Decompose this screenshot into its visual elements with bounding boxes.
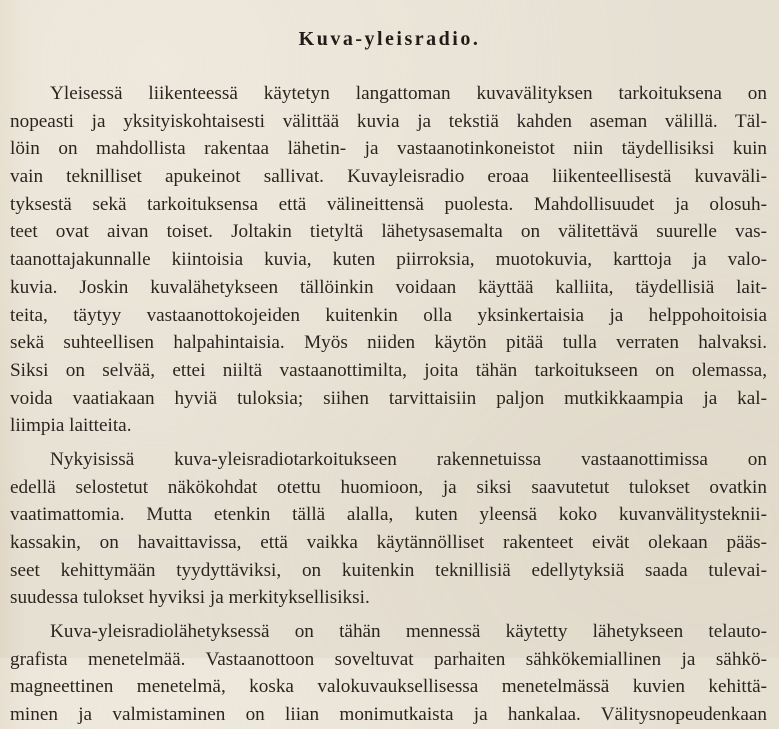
- text-line: Kuva-yleisradiolähetyksessä on tähän mennessä käytetty lähetykseen telauto-: [50, 621, 767, 643]
- text-line: teita, täytyy vastaanottokojeiden kuitenkin olla yksinkertaisia ja helppohoitoisia: [10, 304, 767, 326]
- text-line: Siksi on selvää, ettei niiltä vastaanottimilta, joita tähän tarkoitukseen on olemassa,: [10, 359, 767, 381]
- text-line: magneettinen menetelmä, koska valokuvauksellisessa menetelmässä kuvien kehittä-: [10, 676, 767, 698]
- text-line: minen ja valmistaminen on liian monimutkaista ja hankalaa. Välitysnopeudenkaan: [10, 704, 767, 726]
- text-line: vain teknilliset apukeinot sallivat. Kuvayleisradio eroaa liikenteellisestä kuvaväli-: [10, 166, 767, 188]
- text-line: Nykyisissä kuva-yleisradiotarkoitukseen rakennetuissa vastaanottimissa on: [50, 448, 767, 470]
- text-line: nopeasti ja yksityiskohtaisesti välittää kuvia ja tekstiä kahden aseman välillä. Täl-: [10, 110, 767, 132]
- text-line: taanottajakunnalle kiintoisia kuvia, kuten piirroksia, muotokuvia, karttoja ja valo-: [10, 249, 767, 271]
- text-line: Yleisessä liikenteessä käytetyn langattoman kuvavälityksen tarkoituksena on: [50, 83, 767, 104]
- text-line: liimpia laitteita.: [10, 415, 132, 437]
- text-line: tyksestä sekä tarkoituksensa että välineittensä puolesta. Mahdollisuudet ja olosuh-: [10, 193, 767, 215]
- text-line: teet ovat aivan toiset. Joltakin tietyltä lähetysasemalta on välitettävä suurelle vas-: [10, 221, 767, 243]
- text-line: suudessa tulokset hyviksi ja merkityksellisiksi.: [10, 587, 370, 609]
- text-line: grafista menetelmää. Vastaanottoon soveltuvat parhaiten sähkökemiallinen ja sähkö-: [10, 648, 767, 670]
- text-line: voida vaatiakaan hyviä tuloksia; siihen tarvittaisiin paljon mutkikkaampia ja kal-: [10, 387, 767, 409]
- text-line: kuvia. Joskin kuvalähetykseen tällöinkin voidaan käyttää kalliita, täydellisiä lait-: [10, 276, 767, 298]
- text-line: vaatimattomia. Mutta etenkin tällä alalla, kuten yleensä koko kuvanvälitysteknii-: [10, 504, 767, 526]
- paragraph-2: [10, 446, 767, 612]
- text-line: edellä selostetut näkökohdat otettu huomioon, ja siksi saavutetut tulokset ovatkin: [10, 476, 767, 498]
- paragraph-1: [10, 80, 767, 440]
- text-line: löin on mahdollista rakentaa lähetin- ja vastaanotinkoneistot niin täydellisiksi kuin: [10, 138, 767, 160]
- paragraph-3: [10, 618, 767, 729]
- text-line: seet kehittymään tyydyttäviksi, on kuitenkin teknillisiä edellytyksiä saada tulevai-: [10, 559, 767, 581]
- text-line: kassakin, on havaittavissa, että vaikka käytännölliset rakenteet eivät olekaan pääs-: [10, 532, 767, 553]
- page-title: Kuva-yleisradio.: [298, 28, 481, 50]
- text-line: sekä suhteellisen halpahintaisia. Myös niiden käytön pitää tulla verraten halvaksi.: [10, 332, 767, 354]
- article-body: [10, 80, 767, 729]
